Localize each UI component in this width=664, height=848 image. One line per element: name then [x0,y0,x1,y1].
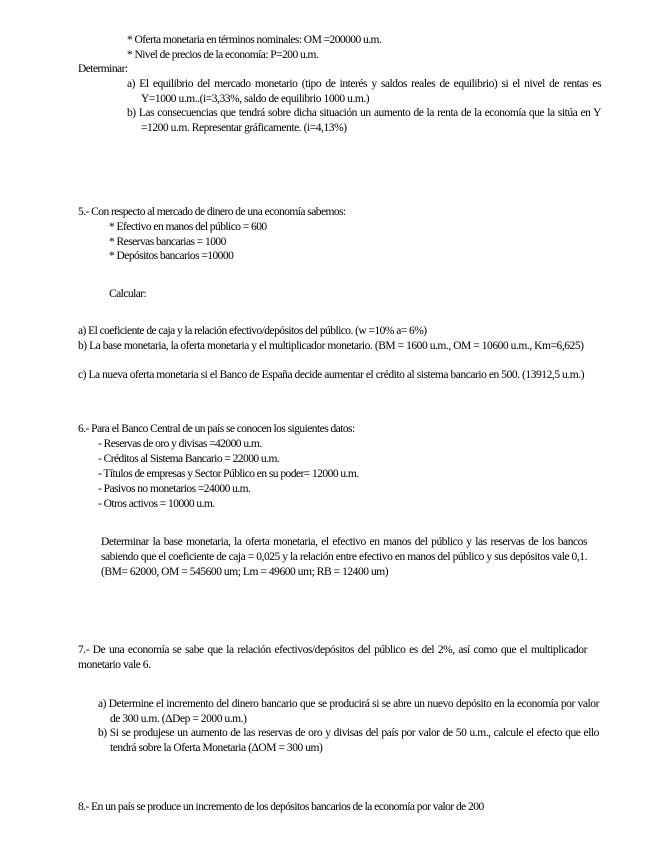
q6-item-reservas-oro: - Reservas de oro y divisas =42000 u.m. [98,438,262,450]
prev-item-b: b) Las consecuencias que tendrá sobre dicha situación un aumento de la renta de la economía que la sitúa en Y =1200 u.m. Representar gráficamente. (i=4,13%) [127,107,601,134]
q7-intro: 7.- De una economía se sabe que la relación efectivos/depósitos del público es del 2%, así como que el multiplicador monetario vale 6. [78,644,587,671]
prev-bullet-price-level: * Nivel de precios de la economía: P=200 u.m. [127,49,319,61]
prev-bullet-nominal-supply: * Oferta monetaria en términos nominales: OM =200000 u.m. [127,34,382,46]
q7-item-a: a) Determine el incremento del dinero bancario que se producirá si se abre un nuevo depósito en la economía por valor de 300 u.m. (ΔDep = 2000 u.m.) [98,698,599,725]
prev-determinar-label: Determinar: [78,63,128,75]
q6-item-pasivos: - Pasivos no monetarios =24000 u.m. [98,483,251,495]
q6-item-creditos: - Créditos al Sistema Bancario = 22000 u.m. [98,453,280,465]
prev-item-a: a) El equilibrio del mercado monetario (tipo de interés y saldos reales de equilibrio) si el nivel de rentas es Y=1000 u.m..(i=3,33%, saldo de equilibrio 1000 u.m.) [127,78,601,105]
q5-intro: 5.- Con respecto al mercado de dinero de una economía sabemos: [78,206,346,218]
q5-item-efectivo: * Efectivo en manos del público = 600 [109,221,267,233]
q5-item-b: b) La base monetaria, la oferta monetaria y el multiplicador monetario. (BM = 1600 u.m., OM = 10600 u.m., Km=6,625) [78,340,584,352]
q8-intro: 8.- En un país se produce un incremento de los depósitos bancarios de la economía por valor de 200 [78,801,484,813]
q5-item-depositos: * Depósitos bancarios =10000 [109,250,234,262]
q5-calcular-label: Calcular: [109,288,147,300]
q5-item-c: c) La nueva oferta monetaria si el Banco de España decide aumentar el crédito al sistema bancario en 500. (13912,5 u.m.) [78,369,585,381]
q6-item-otros-activos: - Otros activos = 10000 u.m. [98,498,215,510]
q5-item-a: a) El coeficiente de caja y la relación efectivo/depósitos del público. (w =10% a= 6%) [78,325,427,337]
q7-item-b: b) Si se produjese un aumento de las reservas de oro y divisas del país por valor de 50 u.m., calcule el efecto que ello tendrá sobre la Oferta Monetaria (ΔOM = 300 um) [98,727,599,754]
q6-paragraph: Determinar la base monetaria, la oferta monetaria, el efectivo en manos del público y las reservas de los bancos sabiendo que el coeficiente de caja = 0,025 y la relación entre efectivo en manos del público y sus depósitos vale 0,1. (BM= 62000, OM = 545600 um; Lm = 49600 um; RB = 12400 um) [101,536,587,578]
q5-item-reservas: * Reservas bancarias = 1000 [109,236,226,248]
q6-item-titulos: - Títulos de empresas y Sector Público en su poder= 12000 u.m. [98,468,359,480]
q6-intro: 6.- Para el Banco Central de un país se conocen los siguientes datos: [78,423,355,435]
